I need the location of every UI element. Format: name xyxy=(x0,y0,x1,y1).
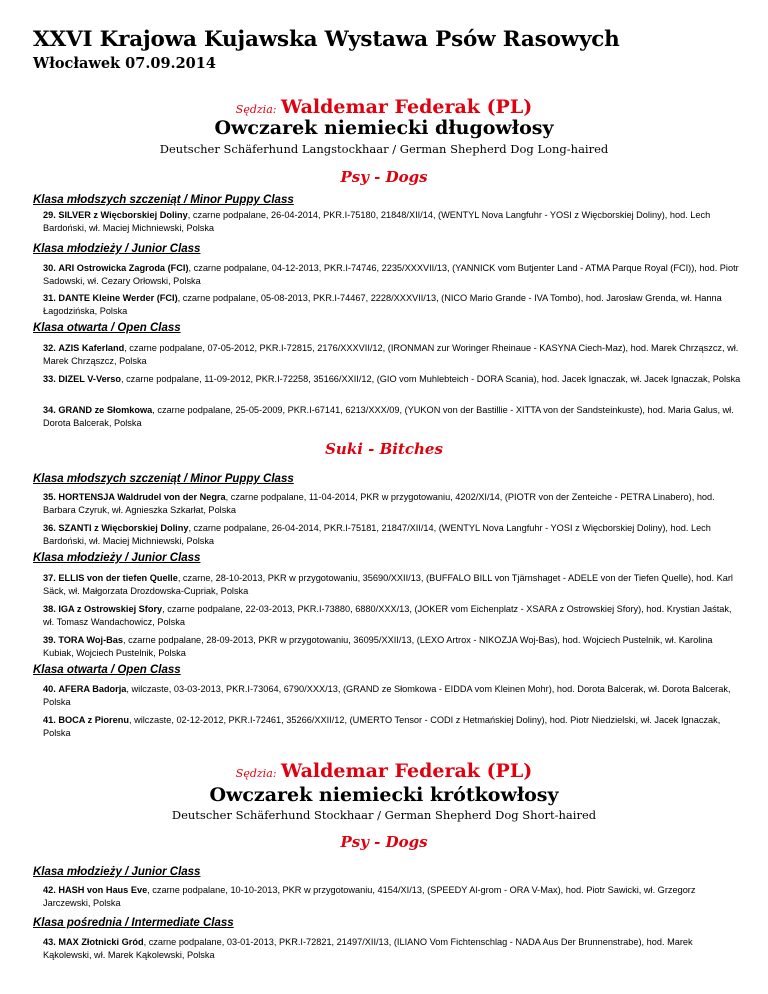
entry xyxy=(43,262,743,287)
entry-name: GRAND ze Słomkowa xyxy=(58,405,153,415)
entry-details: , czarne podpalane, 11-09-2012, PKR.I-72258, 35166/XXII/12, (GIO vom Muhlebteich - DORA Scania), hod. Jacek Ignaczak, wł. Jacek Ignaczak, Polska xyxy=(120,374,741,384)
entry xyxy=(43,603,743,628)
entry-number: 29. xyxy=(43,210,56,220)
entry-name: SZANTI z Więcborskiej Doliny xyxy=(58,523,189,533)
entry xyxy=(43,491,743,516)
class-heading: Klasa młodszych szczeniąt / Minor Puppy Class xyxy=(33,194,294,206)
entry xyxy=(43,683,743,708)
entry xyxy=(43,884,743,909)
judge-label: Sędzia: xyxy=(235,767,277,780)
entry-number: 30. xyxy=(43,263,56,273)
entry-details: , czarne podpalane, 22-03-2013, PKR.I-73880, 6880/XXX/13, (JOKER vom Eichenplatz - XSARA z Ostrowskiej Sfory), hod. Krystian Jaśtak, wł. Tomasz Wandachowicz, Polska xyxy=(43,604,732,627)
sex-heading: Psy - Dogs xyxy=(340,833,428,851)
entry-name: HASH von Haus Eve xyxy=(58,885,148,895)
entry xyxy=(43,572,743,597)
entry-number: 33. xyxy=(43,374,56,384)
entry-details: , czarne podpalane, 03-01-2013, PKR.I-72821, 21497/XII/13, (ILIANO Vom Fichtenschlag - NADA Aus Der Brunnenstrabe), hod. Marek Kąkolewski, wł. Marek Kąkolewski, Polska xyxy=(43,937,693,960)
class-heading: Klasa młodzieży / Junior Class xyxy=(33,243,201,255)
document-title: XXVI Krajowa Kujawska Wystawa Psów Rasowych xyxy=(33,27,620,52)
entry-number: 36. xyxy=(43,523,56,533)
class-heading: Klasa młodzieży / Junior Class xyxy=(33,866,201,878)
entry-name: ARI Ostrowicka Zagroda (FCI) xyxy=(58,263,189,273)
entry-number: 35. xyxy=(43,492,56,502)
entry-name: DIZEL V-Verso xyxy=(58,374,121,384)
judge-line xyxy=(0,96,768,118)
entry-details: , czarne podpalane, 11-04-2014, PKR w przygotowaniu, 4202/XI/14, (PIOTR von der Zenteiche - PETRA Linabero), hod. Barbara Czyruk, wł. Agnieszka Szkarłat, Polska xyxy=(43,492,715,515)
entry-number: 31. xyxy=(43,293,56,303)
entry xyxy=(43,209,743,234)
judge-name: Waldemar Federak (PL) xyxy=(280,96,533,118)
entry-name: BOCA z Piorenu xyxy=(58,715,129,725)
sex-heading: Suki - Bitches xyxy=(325,440,443,458)
entry-name: MAX Złotnicki Gród xyxy=(58,937,144,947)
entry-name: IGA z Ostrowskiej Sfory xyxy=(58,604,163,614)
entry-name: AZIS Kaferland xyxy=(58,343,125,353)
breed-title: Owczarek niemiecki krótkowłosy xyxy=(209,784,559,806)
entry-details: , czarne podpalane, 26-04-2014, PKR.I-75180, 21848/XII/14, (WENTYL Nova Langfuhr - YOSI z Więcborskiej Doliny), hod. Lech Bardoński, wł. Maciej Michniewski, Polska xyxy=(43,210,711,233)
entry-name: ELLIS von der tiefen Quelle xyxy=(58,573,178,583)
entry-name: DANTE Kleine Werder (FCI) xyxy=(58,293,178,303)
entry-number: 42. xyxy=(43,885,56,895)
entry xyxy=(43,936,743,961)
document-subtitle: Włocławek 07.09.2014 xyxy=(33,55,216,72)
entry-details: , czarne podpalane, 26-04-2014, PKR.I-75181, 21847/XII/14, (WENTYL Nova Langfuhr - YOSI z Więcborskiej Doliny), hod. Lech Bardoński, wł. Maciej Michniewski, Polska xyxy=(43,523,711,546)
entry xyxy=(43,404,743,429)
judge-label: Sędzia: xyxy=(235,103,277,116)
class-heading: Klasa młodszych szczeniąt / Minor Puppy Class xyxy=(33,473,294,485)
entry-name: AFERA Badorja xyxy=(58,684,127,694)
entry-details: , czarne podpalane, 28-09-2013, PKR w przygotowaniu, 36095/XXII/13, (LEXO Artrox - NIKOZJA Woj-Bas), hod. Wojciech Pustelnik, wł. Karolina Kubiak, Wojciech Pustelnik, Polska xyxy=(43,635,713,658)
entry-number: 38. xyxy=(43,604,56,614)
entry-number: 34. xyxy=(43,405,56,415)
entry-name: SILVER z Więcborskiej Doliny xyxy=(58,210,188,220)
judge-line xyxy=(0,760,768,782)
entry xyxy=(43,714,743,739)
entry-details: , czarne podpalane, 05-08-2013, PKR.I-74467, 2228/XXXVII/13, (NICO Mario Grande - IVA Tombo), hod. Jarosław Grenda, wł. Hanna Łagodzińska, Polska xyxy=(43,293,722,316)
class-heading: Klasa otwarta / Open Class xyxy=(33,322,181,334)
entry-number: 37. xyxy=(43,573,56,583)
entry xyxy=(43,373,743,386)
breed-subtitle: Deutscher Schäferhund Langstockhaar / German Shepherd Dog Long-haired xyxy=(159,142,609,156)
entry-name: HORTENSJA Waldrudel von der Negra xyxy=(58,492,226,502)
entry-details: , wilczaste, 02-12-2012, PKR.I-72461, 35266/XXII/12, (UMERTO Tensor - CODI z Hetmańskiej Doliny), hod. Piotr Niedzielski, wł. Jacek Ignaczak, Polska xyxy=(43,715,721,738)
entry-number: 39. xyxy=(43,635,56,645)
class-heading: Klasa młodzieży / Junior Class xyxy=(33,552,201,564)
entry-details: , czarne podpalane, 04-12-2013, PKR.I-74746, 2235/XXXVII/13, (YANNICK vom Butjenter Land - ATMA Parque Royal (FCI)), hod. Piotr Sadowski, wł. Cezary Orłowski, Polska xyxy=(43,263,739,286)
entry xyxy=(43,634,743,659)
entry-number: 32. xyxy=(43,343,56,353)
entry-number: 43. xyxy=(43,937,56,947)
entry xyxy=(43,522,743,547)
entry-details: , wilczaste, 03-03-2013, PKR.I-73064, 6790/XXX/13, (GRAND ze Słomkowa - EIDDA vom Kleinen Mohr), hod. Dorota Balcerak, wł. Dorota Balcerak, Polska xyxy=(43,684,731,707)
breed-title: Owczarek niemiecki długowłosy xyxy=(214,117,554,139)
sex-heading: Psy - Dogs xyxy=(340,168,428,186)
entry xyxy=(43,292,743,317)
entry-name: TORA Woj-Bas xyxy=(58,635,124,645)
class-heading: Klasa pośrednia / Intermediate Class xyxy=(33,917,234,929)
breed-subtitle: Deutscher Schäferhund Stockhaar / German Shepherd Dog Short-haired xyxy=(171,808,597,822)
judge-name: Waldemar Federak (PL) xyxy=(280,760,533,782)
entry-details: , czarne podpalane, 07-05-2012, PKR.I-72815, 2176/XXXVII/12, (IRONMAN zur Woringer Rheinaue - KASYNA Ciech-Maz), hod. Marek Chrząszcz, wł. Marek Chrząszcz, Polska xyxy=(43,343,739,366)
entry-number: 41. xyxy=(43,715,56,725)
entry-details: , czarne podpalane, 10-10-2013, PKR w przygotowaniu, 4154/XI/13, (SPEEDY Al-grom - ORA V-Max), hod. Piotr Sawicki, wł. Grzegorz Jarczewski, Polska xyxy=(43,885,696,908)
class-heading: Klasa otwarta / Open Class xyxy=(33,664,181,676)
entry xyxy=(43,342,743,367)
entry-details: , czarne, 28-10-2013, PKR w przygotowaniu, 35690/XXII/13, (BUFFALO BILL von Tjärnshaget - ADELE von der Tiefen Quelle), hod. Karl Säck, wł. Małgorzata Drozdowska-Cupriak, Polska xyxy=(43,573,733,596)
entry-details: , czarne podpalane, 25-05-2009, PKR.I-67141, 6213/XXX/09, (YUKON von der Bastillie - XITTA von der Sandsteinkuste), hod. Maria Galus, wł. Dorota Balcerak, Polska xyxy=(43,405,734,428)
entry-number: 40. xyxy=(43,684,56,694)
